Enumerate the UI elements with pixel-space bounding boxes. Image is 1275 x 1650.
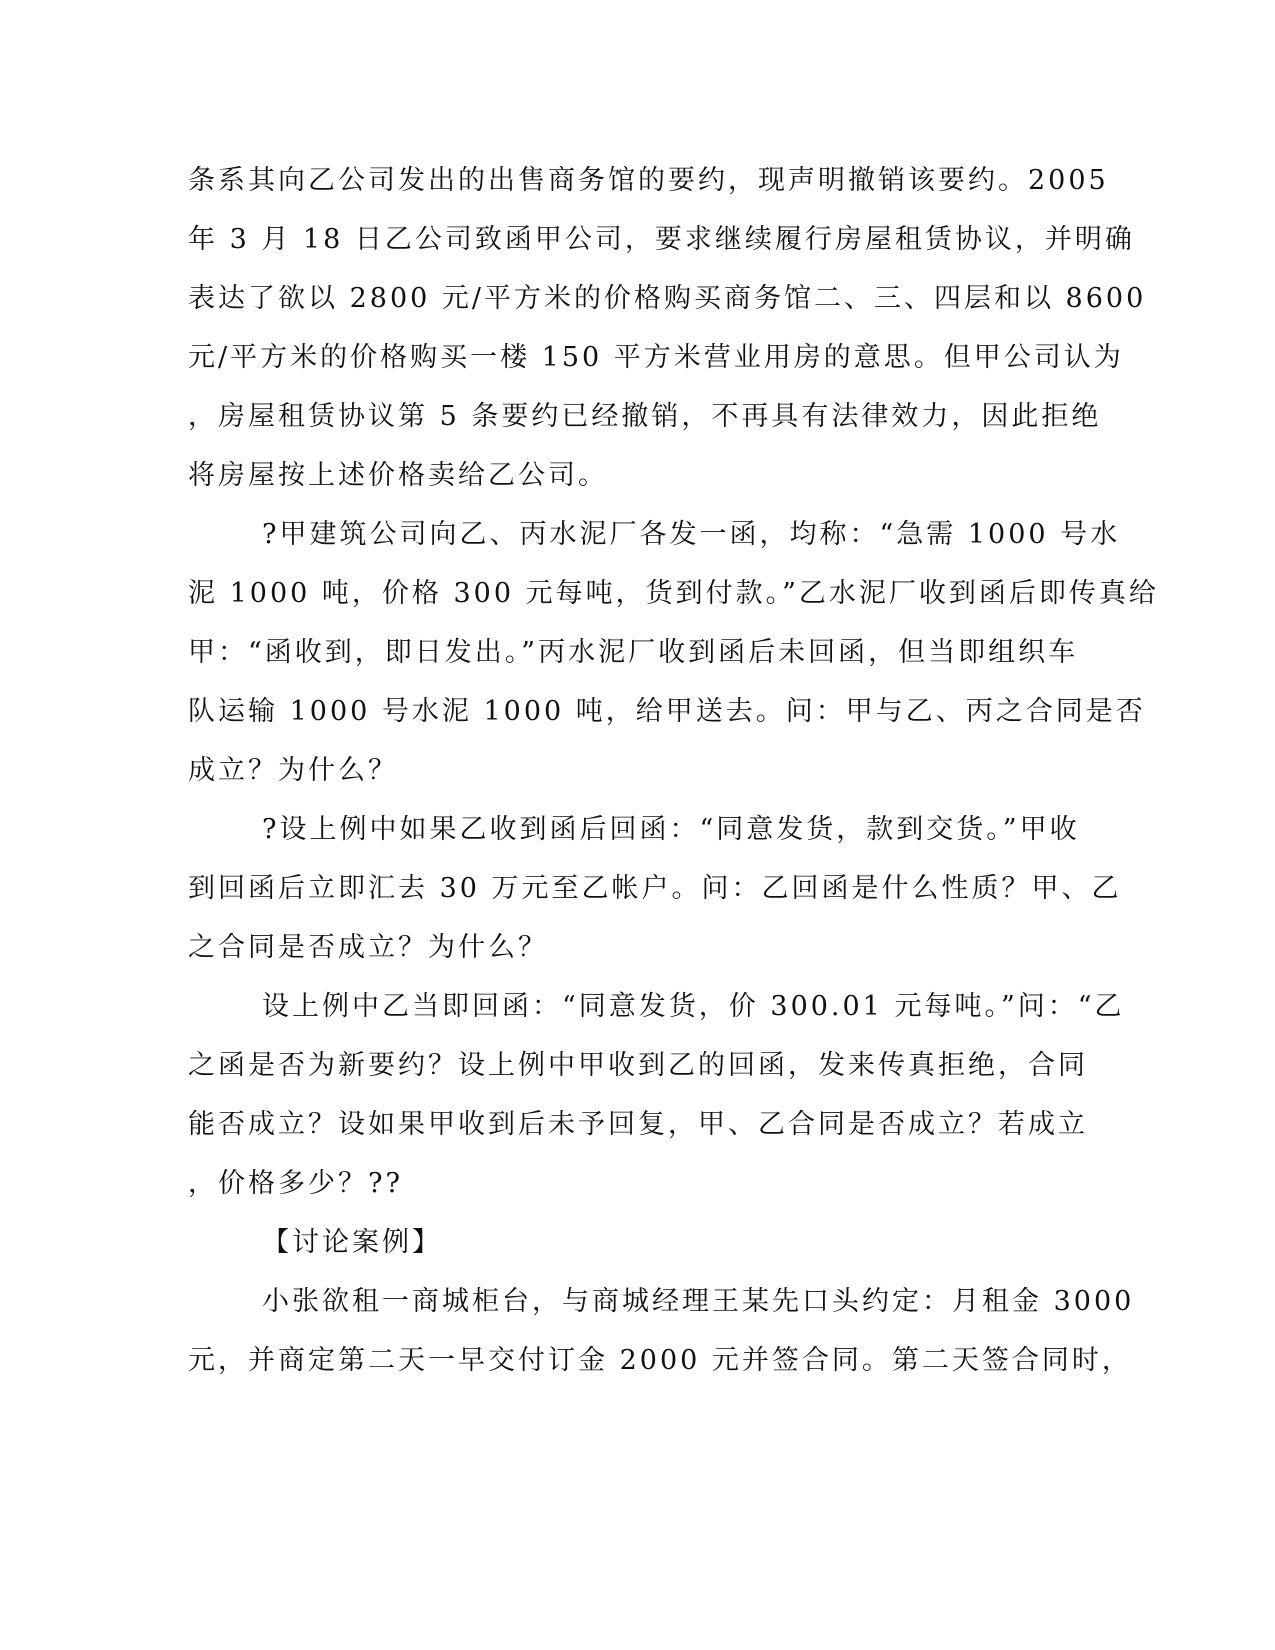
text-line-16: 之函是否为新要约？设上例中甲收到乙的回函，发来传真拒绝，合同 <box>188 1050 1088 1081</box>
section-heading-discussion-case: 【讨论案例】 <box>262 1227 442 1258</box>
text-line-8: 泥 1000 吨，价格 300 元每吨，货到付款。”乙水泥厂收到函后即传真给 <box>188 578 1159 609</box>
paragraph-start-4: 小张欲租一商城柜台，与商城经理王某先口头约定：月租金 3000 <box>262 1286 1135 1317</box>
text-line-18: ，价格多少？?? <box>188 1168 403 1199</box>
text-line-21: 元，并商定第二天一早交付订金 2000 元并签合同。第二天签合同时， <box>188 1345 1132 1376</box>
text-line-5: ，房屋租赁协议第 5 条要约已经撤销，不再具有法律效力，因此拒绝 <box>188 401 1102 432</box>
text-line-1: 条系其向乙公司发出的出售商务馆的要约，现声明撤销该要约。2005 <box>188 165 1109 196</box>
text-line-2: 年 3 月 18 日乙公司致函甲公司，要求继续履行房屋租赁协议，并明确 <box>188 224 1135 255</box>
text-line-13: 到回函后立即汇去 30 万元至乙帐户。问：乙回函是什么性质？甲、乙 <box>188 873 1122 904</box>
text-line-11: 成立？为什么？ <box>188 755 398 786</box>
paragraph-start-3: 设上例中乙当即回函：“同意发货，价 300.01 元每吨。”问：“乙 <box>262 991 1125 1022</box>
paragraph-start-2: ?设上例中如果乙收到函后回函：“同意发货，款到交货。”甲收 <box>262 814 1080 845</box>
text-line-4: 元/平方米的价格购买一楼 150 平方米营业用房的意思。但甲公司认为 <box>188 342 1124 373</box>
text-line-6: 将房屋按上述价格卖给乙公司。 <box>188 460 608 491</box>
text-line-10: 队运输 1000 号水泥 1000 吨，给甲送去。问：甲与乙、丙之合同是否 <box>188 696 1146 727</box>
text-line-9: 甲：“函收到，即日发出。”丙水泥厂收到函后未回函，但当即组织车 <box>188 637 1079 668</box>
text-line-3: 表达了欲以 2800 元/平方米的价格购买商务馆二、三、四层和以 8600 <box>188 283 1147 314</box>
paragraph-start-1: ?甲建筑公司向乙、丙水泥厂各发一函，均称：“急需 1000 号水 <box>262 519 1121 550</box>
text-line-17: 能否成立？设如果甲收到后未予回复，甲、乙合同是否成立？若成立 <box>188 1109 1088 1140</box>
text-line-14: 之合同是否成立？为什么？ <box>188 932 548 963</box>
